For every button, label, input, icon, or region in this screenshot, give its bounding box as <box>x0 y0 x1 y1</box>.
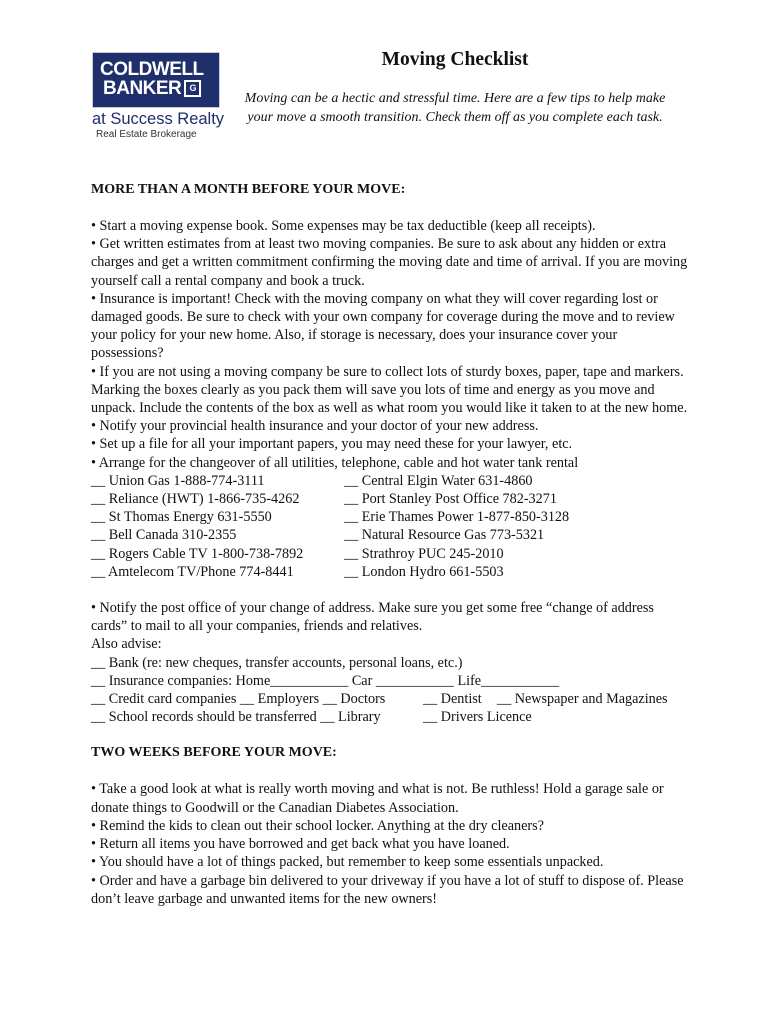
advise-item: __ Newspaper and Magazines <box>497 691 668 708</box>
list-item: • Take a good look at what is really worth moving and what is not. Be ruthless! Hold a garage sale or donate things to Goodwill or the Canadian Diabetes Association. <box>91 781 664 816</box>
advise-row <box>91 708 691 726</box>
utility-item: __ Bell Canada 310-2355 <box>91 527 237 544</box>
advise-item: __ Drivers Licence <box>423 709 532 726</box>
list-item: • Notify the post office of your change of address. Make sure you get some free “change of address cards” to mail to all your companies, friends and relatives. <box>91 600 654 635</box>
utility-row <box>91 526 691 544</box>
advise-item: __ Insurance companies: Home___________ Car ___________ Life___________ <box>91 672 560 689</box>
advise-row <box>91 690 691 708</box>
utility-item: __ Natural Resource Gas 773-5321 <box>344 527 545 544</box>
list-item: • Start a moving expense book. Some expenses may be tax deductible (keep all receipts). <box>91 218 596 234</box>
utility-item: __ Central Elgin Water 631-4860 <box>344 472 533 489</box>
intro-text: Moving can be a hectic and stressful time. Here are a few tips to help make your move a smooth transition. Check them off as you complete each task. <box>244 91 666 125</box>
logo-mark-icon: G <box>184 80 201 97</box>
checklist-body <box>91 181 691 908</box>
company-logo <box>92 52 225 140</box>
list-item: • Remind the kids to clean out their school locker. Anything at the dry cleaners? <box>91 817 544 834</box>
list-item: • Notify your provincial health insurance and your doctor of your new address. <box>91 418 539 435</box>
also-advise-label: Also advise: <box>91 636 162 653</box>
list-item: • If you are not using a moving company be sure to collect lots of sturdy boxes, paper, tape and markers. Marking the boxes clearly as you pack them will save you lots of time and energy as you move and unpack. Include the contents of the box as well as what room you would like it taken to at the new home. <box>91 363 688 417</box>
list-item: • Return all items you have borrowed and get back what you have loaned. <box>91 836 510 853</box>
utility-item: __ Erie Thames Power 1-877-850-3128 <box>344 509 570 526</box>
section-heading-two-weeks: TWO WEEKS BEFORE YOUR MOVE: <box>91 745 337 761</box>
list-item: • Get written estimates from at least two moving companies. Be sure to ask about any hidden or extra charges and get a written commitment confirming the moving date and time of arrival. If you are moving yourself call a rental company and book a truck. <box>91 236 688 289</box>
utility-row <box>91 563 691 581</box>
list-item: • Insurance is important! Check with the moving company on what they will cover regarding lost or damaged goods. Be sure to check with your own company for coverage during the move and to review your policy for your new home. Also, if storage is necessary, does your insurance cover your possessions? <box>91 290 675 362</box>
list-item: • Arrange for the changeover of all utilities, telephone, cable and hot water tank rental <box>91 454 579 471</box>
utility-item: __ Amtelecom TV/Phone 774-8441 <box>91 563 294 580</box>
utility-item: __ Port Stanley Post Office 782-3271 <box>344 491 557 508</box>
utility-row <box>91 490 691 508</box>
logo-tagline: at Success Realty <box>92 110 225 128</box>
advise-item: __ Credit card companies __ Employers __ Doctors <box>91 691 386 708</box>
utility-item: __ Reliance (HWT) 1-866-735-4262 <box>91 491 300 508</box>
list-item: • Order and have a garbage bin delivered to your driveway if you have a lot of stuff to dispose of. Please don’t leave garbage and unwanted items for the new owners! <box>91 872 684 907</box>
logo-subtag: Real Estate Brokerage <box>96 129 197 140</box>
list-item: • Set up a file for all your important papers, you may need these for your lawyer, etc. <box>91 436 573 453</box>
utility-item: __ Strathroy PUC 245-2010 <box>344 545 504 562</box>
advise-item: __ Bank (re: new cheques, transfer accounts, personal loans, etc.) <box>91 654 463 671</box>
utility-row <box>91 545 691 563</box>
utility-item: __ Union Gas 1-888-774-3111 <box>91 472 265 489</box>
logo-badge <box>92 52 220 108</box>
utility-item: __ St Thomas Energy 631-5550 <box>91 509 272 526</box>
advise-item: __ School records should be transferred __ Library <box>91 709 381 726</box>
list-item: • You should have a lot of things packed, but remember to keep some essentials unpacked. <box>91 854 604 871</box>
page-title: Moving Checklist <box>381 49 529 70</box>
section-heading-month: MORE THAN A MONTH BEFORE YOUR MOVE: <box>91 182 406 197</box>
logo-line2: BANKER <box>103 78 182 99</box>
logo-line1: COLDWELL <box>100 59 204 80</box>
utility-item: __ London Hydro 661-5503 <box>344 563 504 580</box>
utility-row <box>91 472 691 490</box>
utility-item: __ Rogers Cable TV 1-800-738-7892 <box>91 545 304 562</box>
utility-row <box>91 508 691 526</box>
advise-item: __ Dentist <box>423 691 482 708</box>
